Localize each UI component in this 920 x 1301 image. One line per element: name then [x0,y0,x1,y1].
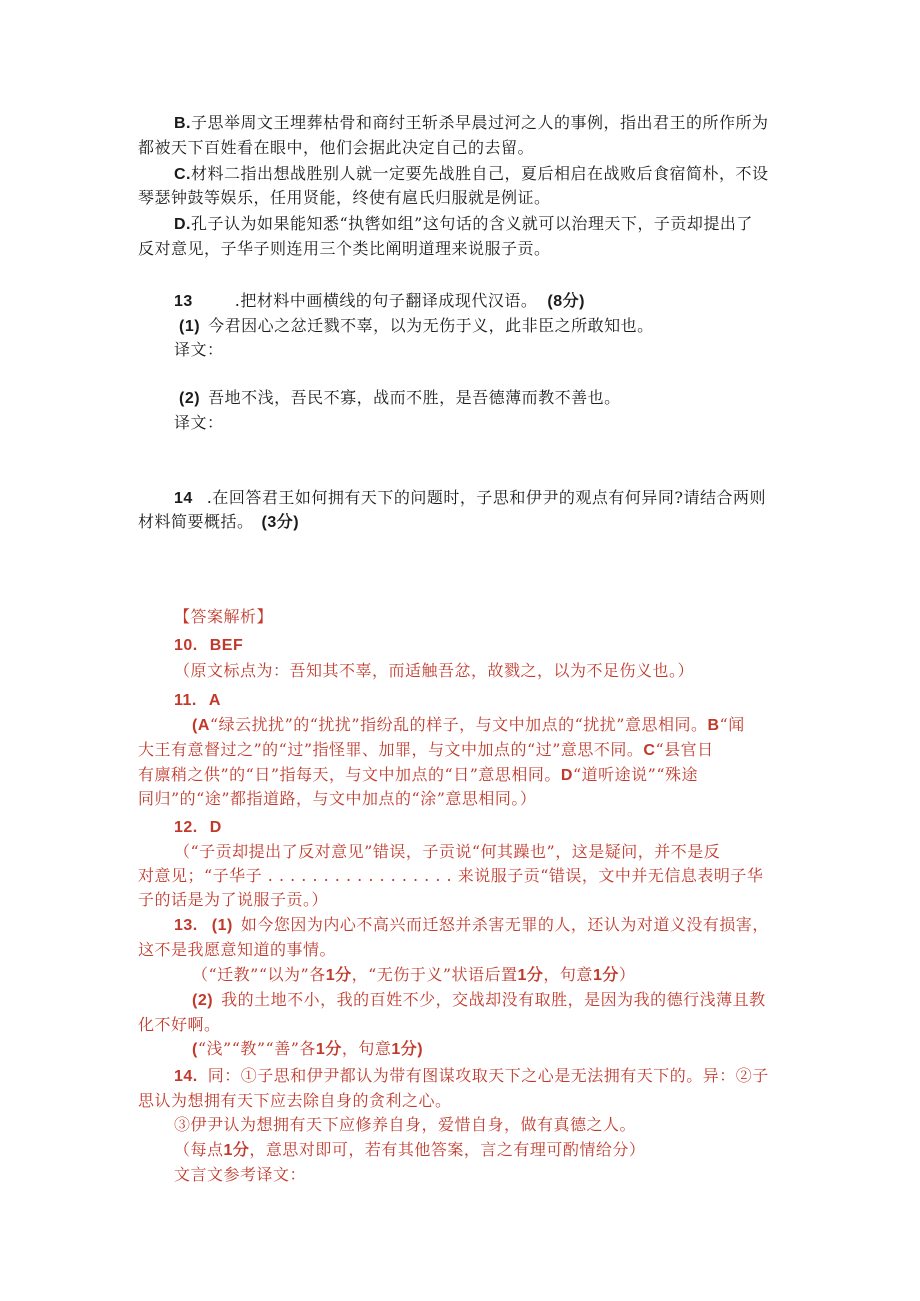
option-c-line-1 [174,162,769,187]
a13-score-1 [192,963,635,988]
a11-line-3 [138,763,698,788]
a10-answer: BEF [209,637,244,654]
a11-l3-c: “道听途说”“殊途 [572,765,699,784]
a13-score2-b: “浅”“教”“善”各 [197,1039,316,1058]
a14-line-2: 思认为想拥有天下应去除自身的贪利之心。 [138,1091,452,1110]
a11-l2-c: “县官日 [655,740,714,759]
a10-note: （原文标点为：吾知其不辜，而适触吾忿，故戮之，以为不足伤义也。） [174,661,695,680]
q13-translate-label-2: 译文： [174,413,224,432]
a13-line-3 [192,988,766,1013]
a14-line-3: ③伊尹认为想拥有天下应修养自身，爱惜自身，做有真德之人。 [174,1115,637,1134]
q14-score: (3分) [261,514,300,531]
q13-s1-label: (1) [179,318,201,335]
a11-line-1 [192,713,745,738]
a13-s1-text: 如今您因为内心不高兴而迁怒并杀害无罪的人，还认为对道义没有损害， [240,915,769,934]
option-c-text-1: 材料二指出想战胜别人就一定要先战胜自己，夏后相启在战败后食宿简朴，不设 [191,164,769,183]
a14-note [174,1138,645,1163]
a10-number: 10. [174,637,198,654]
q13-number: 13 [174,293,193,310]
a13-score2-d: ，句意 [341,1039,392,1058]
a13-score2-a: ( [192,1041,198,1058]
a11-l1-c: B [707,717,720,734]
q13-s2-label: (2) [179,390,201,407]
q13-sentence-2 [179,386,621,411]
answers-header: 【答案解析】 [174,607,274,626]
q13-prompt-text: .把材料中画横线的句子翻译成现代汉语。 [234,291,538,310]
option-d-line-1 [174,212,753,237]
a13-score2-f: ) [417,1041,424,1058]
option-d-label: D. [174,216,191,233]
q13-s2-text: 吾地不浅，吾民不寡，战而不胜，是吾德薄而教不善也。 [208,388,621,407]
a12-line-3: 子的话是为了说服子贡。） [138,890,329,909]
answer-10 [174,633,243,658]
a11-l3-a: 有廪稍之供”的“日”指每天，与文中加点的“日”意思相同。 [138,765,561,784]
a13-score2-e: 1分 [391,1041,418,1058]
a14-note-b: 1分 [223,1142,250,1159]
option-d-line-2: 反对意见，子华子则连用三个类比阐明道理来说服子贡。 [138,239,551,258]
a11-l2-b: C [643,742,656,759]
q13-prompt [174,289,585,314]
a14-number: 14. [174,1068,198,1085]
a13-score1-d: 1分 [517,967,544,984]
a11-answer: A [208,692,221,709]
a11-line-4: 同归”的“途”都指道路，与文中加点的“涂”意思相同。） [138,789,537,808]
q14-prompt-text: .在回答君王如何拥有天下的问题时，子思和伊尹的观点有何异同?请结合两则 [206,488,766,507]
a11-line-2 [138,738,714,763]
a13-s2-label: (2) [192,992,214,1009]
option-b-line-2: 都被天下百姓看在眼中，他们会据此决定自己的去留。 [138,138,535,157]
a13-score1-e: ，句意 [543,965,593,984]
a13-line-2: 这不是我愿意知道的事情。 [138,940,337,959]
a12-line-2: 对意见；“子华子 . . . . . . . . . . . . . . . . . 来说服子贡“错误，文中并无信息表明子华 [138,866,764,885]
a13-score2-c: 1分 [315,1041,342,1058]
q13-translate-label-1: 译文： [174,340,224,359]
answer-11 [174,688,221,713]
answer-13-line-1 [174,913,769,938]
a13-score1-g: ） [618,965,636,984]
answer-12 [174,815,222,840]
a13-score-2 [192,1037,423,1062]
a11-number: 11. [174,692,197,709]
a13-s1-label: (1) [211,917,233,934]
a11-l1-d: “闻 [719,715,745,734]
a13-score1-b: 1分 [325,967,352,984]
a11-l1-b: “绿云扰扰”的“扰扰”指纷乱的样子，与文中加点的“扰扰”意思相同。 [209,715,708,734]
option-b-line-1 [174,111,769,136]
q13-sentence-1 [179,314,654,339]
a11-l3-b: D [560,767,573,784]
a14-text-1: 同：①子思和伊尹都认为带有图谋攻取天下之心是无法拥有天下的。异：②子 [207,1066,769,1085]
q14-number: 14 [174,490,193,507]
option-c-label: C. [174,166,191,183]
q13-score: (8分) [547,293,585,310]
q14-prompt-text-2: 材料简要概括。 [138,512,254,531]
a13-score1-f: 1分 [592,967,619,984]
a12-number: 12. [174,819,198,836]
a14-note-a: （每点 [174,1140,224,1159]
a12-line-1: （“子贡却提出了反对意见”错误，子贡说“何其躁也”，这是疑问，并不是反 [174,842,721,861]
option-c-line-2: 琴瑟钟鼓等娱乐，任用贤能，终使有扈氏归服就是例证。 [138,188,551,207]
a13-score1-a: （“迁教”“以为”各 [192,965,326,984]
a12-answer: D [209,819,222,836]
a11-l2-a: 大王有意督过之”的“过”指怪罪、加罪，与文中加点的“过”意思不同。 [138,740,644,759]
a11-l1-a: (A [192,717,210,734]
a14-note-c: ，意思对即可，若有其他答案，言之有理可酌情给分） [249,1140,646,1159]
q13-s1-text: 今君因心之忿迁戮不辜，以为无伤于义，此非臣之所敢知也。 [208,316,654,335]
q14-prompt-line-1 [174,486,766,511]
reference-translation-heading: 文言文参考译文： [174,1165,307,1184]
a13-line-4: 化不好啊。 [138,1015,221,1034]
a13-number: 13. [174,917,198,934]
option-b-text-1: 子思举周文王埋葬枯骨和商纣王斩杀早晨过河之人的事例，指出君王的所作所为 [191,113,769,132]
option-b-label: B. [174,115,191,132]
option-d-text-1: 孔子认为如果能知悉“执辔如组”这句话的含义就可以治理天下，子贡却提出了 [191,214,753,233]
answer-14-line-1 [174,1064,769,1089]
q14-prompt-line-2 [138,510,299,535]
a13-score1-c: ，“无伤于义”状语后置 [351,965,518,984]
a13-s2-text: 我的土地不小，我的百姓不少，交战却没有取胜，是因为我的德行浅薄且教 [221,990,766,1009]
